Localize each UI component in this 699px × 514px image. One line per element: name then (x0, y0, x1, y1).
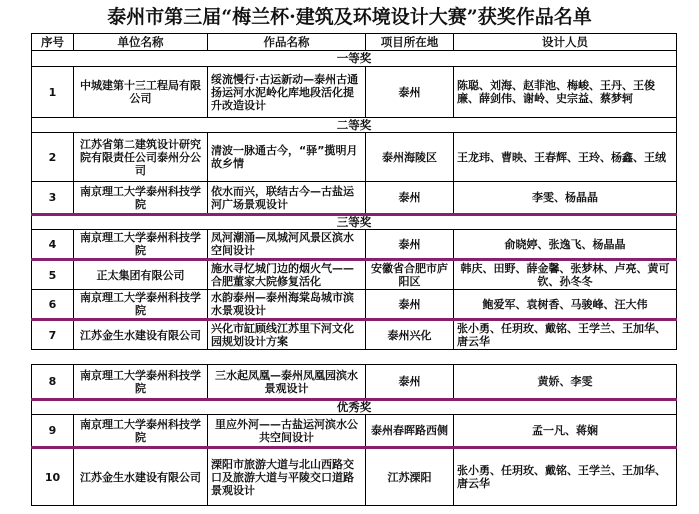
row-work: 水韵泰州—泰州海棠岛城市滨水景观设计 (208, 290, 366, 320)
section-row (32, 215, 677, 230)
row-designers: 鲍爱军、袁树香、马骏峰、汪大伟 (454, 290, 677, 320)
section-third: 三等奖 (32, 215, 677, 230)
row-designers: 俞晓婷、张逸飞、杨晶晶 (454, 230, 677, 260)
row-unit: 南京理工大学泰州科技学院 (74, 365, 208, 400)
row-no: 3 (32, 182, 74, 215)
row-location: 泰州海陵区 (366, 133, 454, 182)
row-location: 泰州 (366, 290, 454, 320)
header-unit: 单位名称 (74, 34, 208, 51)
row-designers: 王龙玮、曹映、王春辉、王玲、杨鑫、王绒 (454, 133, 677, 182)
header-row (32, 34, 677, 51)
section-row (32, 118, 677, 133)
row-unit: 南京理工大学泰州科技学院 (74, 415, 208, 448)
row-no: 4 (32, 230, 74, 260)
row-location: 泰州 (366, 230, 454, 260)
header-location: 项目所在地 (366, 34, 454, 51)
table-row (32, 67, 677, 118)
row-unit: 江苏金生水建设有限公司 (74, 320, 208, 350)
row-unit: 江苏省第二建筑设计研究院有限责任公司泰州分公司 (74, 133, 208, 182)
table-row (32, 415, 677, 448)
row-location: 泰州 (366, 67, 454, 118)
row-no: 5 (32, 260, 74, 290)
table-row (32, 365, 677, 400)
row-designers: 孟一凡、蒋娴 (454, 415, 677, 448)
row-no: 8 (32, 365, 74, 400)
row-location: 泰州春晖路西侧 (366, 415, 454, 448)
section-row (32, 51, 677, 67)
row-no: 7 (32, 320, 74, 350)
row-no: 10 (32, 448, 74, 506)
row-location: 泰州 (366, 182, 454, 215)
table-row (32, 230, 677, 260)
row-unit: 南京理工大学泰州科技学院 (74, 182, 208, 215)
section-excellent: 优秀奖 (32, 400, 677, 415)
row-no: 9 (32, 415, 74, 448)
row-unit: 中城建第十三工程局有限公司 (74, 67, 208, 118)
row-no: 6 (32, 290, 74, 320)
section-second: 二等奖 (32, 118, 677, 133)
row-no: 2 (32, 133, 74, 182)
row-location: 安徽省合肥市庐阳区 (366, 260, 454, 290)
table-row (32, 260, 677, 290)
row-work: 绥流慢行·古运新动—泰州古通扬运河水泥岭化库地段活化提升改造设计 (208, 67, 366, 118)
row-work: 三水起凤凰—泰州凤凰园滨水景观设计 (208, 365, 366, 400)
row-designers: 韩庆、田野、薛金馨、张梦林、卢亮、黄可钦、孙冬冬 (454, 260, 677, 290)
section-row (32, 400, 677, 415)
page-title: 泰州市第三届“梅兰杯·建筑及环境设计大赛”获奖作品名单 (107, 6, 592, 28)
row-designers: 李雯、杨晶晶 (454, 182, 677, 215)
table-row (32, 290, 677, 320)
row-unit: 南京理工大学泰州科技学院 (74, 290, 208, 320)
row-designers: 黄娇、李雯 (454, 365, 677, 400)
table-row (32, 448, 677, 506)
row-work: 凤河潮涌—凤城河风景区滨水空间设计 (208, 230, 366, 260)
row-unit: 南京理工大学泰州科技学院 (74, 230, 208, 260)
row-unit: 正太集团有限公司 (74, 260, 208, 290)
row-work: 依水而兴，联结古今—古盐运河广场景观设计 (208, 182, 366, 215)
row-location: 泰州 (366, 365, 454, 400)
table-row (32, 320, 677, 350)
row-work: 兴化市缸顾线江苏里下河文化园规划设计方案 (208, 320, 366, 350)
award-table (31, 33, 677, 350)
table-row (32, 133, 677, 182)
row-location: 泰州兴化 (366, 320, 454, 350)
row-designers: 张小勇、任玥玫、戴铭、王学兰、王加华、唐云华 (454, 448, 677, 506)
row-designers: 张小勇、任玥玫、戴铭、王学兰、王加华、唐云华 (454, 320, 677, 350)
row-unit: 江苏金生水建设有限公司 (74, 448, 208, 506)
header-designers: 设计人员 (454, 34, 677, 51)
row-designers: 陈聪、刘海、赵菲池、梅峻、王丹、王俊廉、薛剑伟、谢岭、史宗益、蔡梦轲 (454, 67, 677, 118)
award-table-continued (31, 364, 677, 506)
row-location: 江苏溧阳 (366, 448, 454, 506)
row-work: 施水寻忆城门边的烟火气——合肥董家大院修复活化 (208, 260, 366, 290)
row-work: 里应外河——古盐运河滨水公共空间设计 (208, 415, 366, 448)
row-work: 溧阳市旅游大道与北山西路交口及旅游大道与平陵交口道路景观设计 (208, 448, 366, 506)
section-first: 一等奖 (32, 51, 677, 67)
header-work: 作品名称 (208, 34, 366, 51)
row-work: 清波一脉通古今，“驿”揽明月故乡情 (208, 133, 366, 182)
table-row (32, 182, 677, 215)
header-no: 序号 (32, 34, 74, 51)
row-no: 1 (32, 67, 74, 118)
